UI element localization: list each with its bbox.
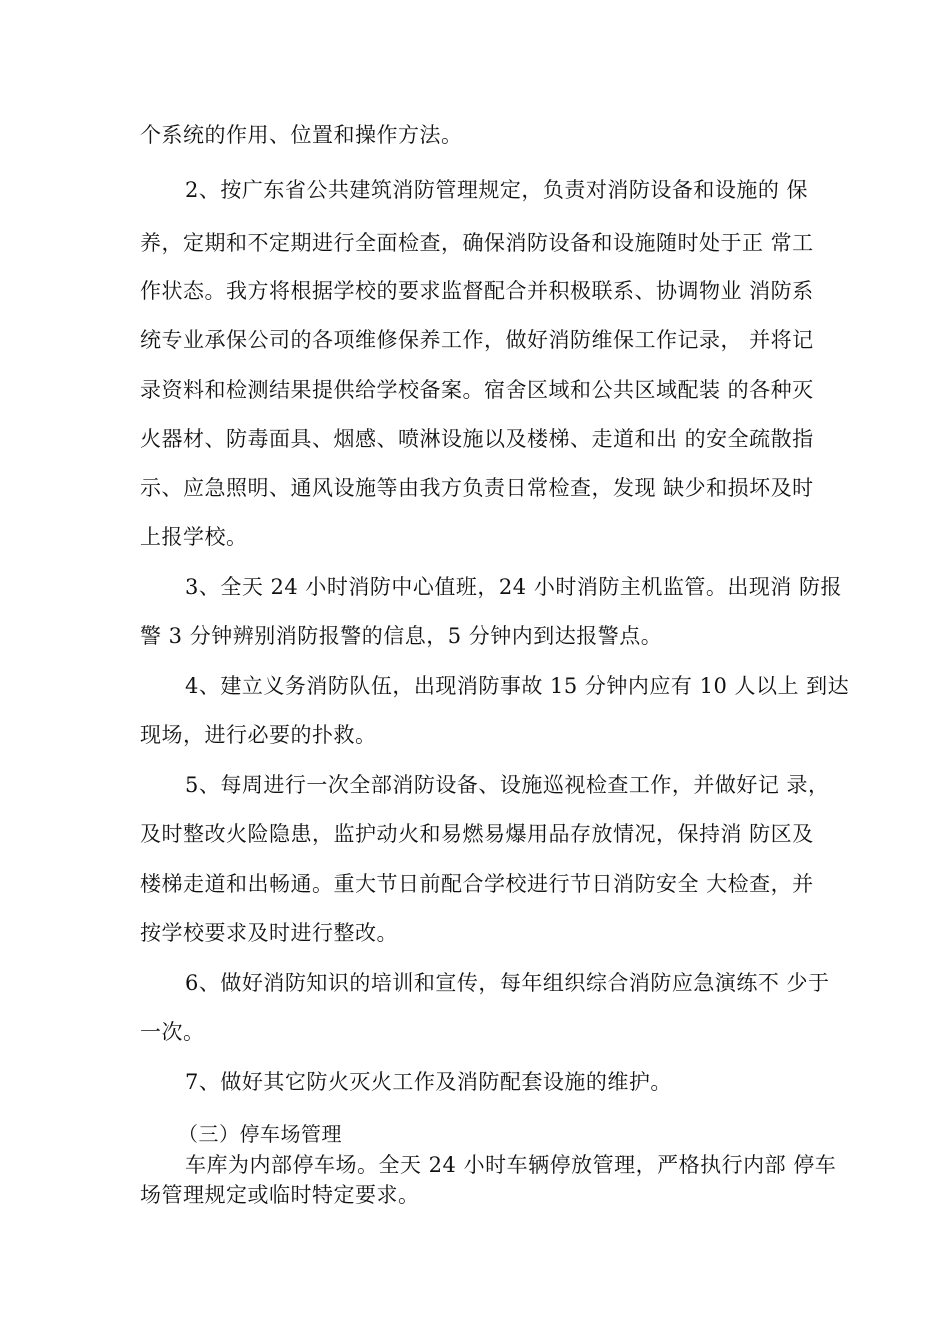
text-line: 示、应急照明、通风设施等由我方负责日常检查，发现 缺少和损坏及时 bbox=[140, 476, 814, 500]
text-line: 现场，进行必要的扑救。 bbox=[140, 723, 377, 747]
text-line: 7、做好其它防火灭火工作及消防配套设施的维护。 bbox=[185, 1070, 672, 1094]
text-line: 上报学校。 bbox=[140, 525, 248, 549]
text-line: 养，定期和不定期进行全面检查，确保消防设备和设施随时处于正 常工 bbox=[140, 231, 814, 255]
text-line: 6、做好消防知识的培训和宣传，每年组织综合消防应急演练不 少于 bbox=[185, 971, 830, 995]
text-line: 按学校要求及时进行整改。 bbox=[140, 921, 398, 945]
text-line: 2、按广东省公共建筑消防管理规定，负责对消防设备和设施的 保 bbox=[185, 178, 809, 202]
text-line: 4、建立义务消防队伍，出现消防事故 15 分钟内应有 10 人以上 到达 bbox=[185, 674, 850, 698]
text-line: 火器材、防毒面具、烟感、喷淋设施以及楼梯、走道和出 的安全疏散指 bbox=[140, 427, 814, 451]
text-line: 5、每周进行一次全部消防设备、设施巡视检查工作，并做好记 录， bbox=[185, 773, 830, 797]
text-line: 一次。 bbox=[140, 1020, 205, 1044]
text-line: 及时整改火险隐患，监护动火和易燃易爆用品存放情况，保持消 防区及 bbox=[140, 822, 814, 846]
text-line: 车库为内部停车场。全天 24 小时车辆停放管理，严格执行内部 停车 bbox=[185, 1153, 837, 1177]
text-line: 作状态。我方将根据学校的要求监督配合并积极联系、协调物业 消防系 bbox=[140, 279, 814, 303]
text-line: 统专业承保公司的各项维修保养工作，做好消防维保工作记录， 并将记 bbox=[140, 328, 814, 352]
section-heading: （三）停车场管理 bbox=[178, 1122, 342, 1146]
text-line: 个系统的作用、位置和操作方法。 bbox=[140, 123, 463, 147]
text-line: 3、全天 24 小时消防中心值班，24 小时消防主机监管。出现消 防报 bbox=[185, 575, 843, 599]
text-line: 警 3 分钟辨别消防报警的信息，5 分钟内到达报警点。 bbox=[140, 624, 663, 648]
text-line: 场管理规定或临时特定要求。 bbox=[140, 1183, 420, 1207]
text-line: 录资料和检测结果提供给学校备案。宿舍区域和公共区域配装 的各种灭 bbox=[140, 378, 814, 402]
text-line: 楼梯走道和出畅通。重大节日前配合学校进行节日消防安全 大检查，并 bbox=[140, 872, 814, 896]
